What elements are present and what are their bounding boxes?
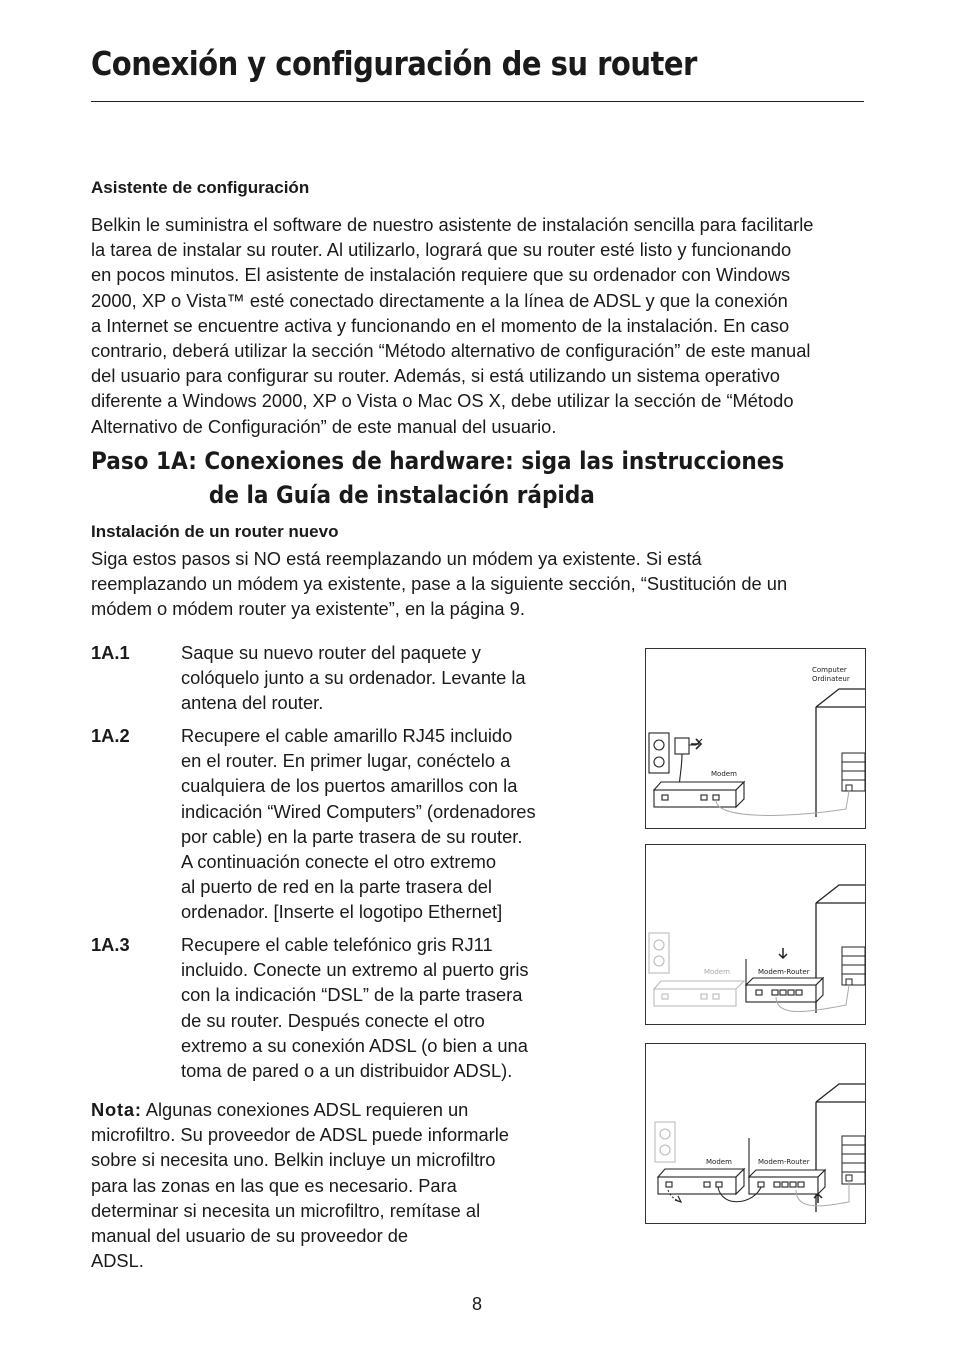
step-line: Recupere el cable telefónico gris RJ11 xyxy=(181,934,493,955)
note-line: manual del usuario de su proveedor de xyxy=(91,1225,409,1247)
step-text xyxy=(181,932,529,1083)
arrow-icon xyxy=(691,739,701,749)
step-line: incluido. Conecte un extremo al puerto gris xyxy=(181,959,529,981)
setup-line: 2000, XP o Vista™ esté conectado directamente a la línea de ADSL y que la conexión xyxy=(91,289,788,311)
setup-line: la tarea de instalar su router. Al utilizarlo, logrará que su router esté listo y funcionando xyxy=(91,239,792,261)
step-heading-line2: de la Guía de instalación rápida xyxy=(208,481,595,509)
computer-label-fr: Ordinateur xyxy=(812,675,850,683)
setup-line: a Internet se encuentre activa y funcionando en el momento de la instalación. En caso xyxy=(91,314,790,336)
step-line: por cable) en la parte trasera de su router. xyxy=(181,825,523,847)
step-number: 1A.2 xyxy=(91,725,130,746)
figure-2-drawing xyxy=(646,845,865,1024)
step-line: al puerto de red en la parte trasera del xyxy=(181,876,492,898)
note-line: microfiltro. Su proveedor de ADSL puede informarle xyxy=(91,1124,509,1146)
wall-outlet-icon xyxy=(649,933,669,973)
step-line: A continuación conecte el otro extremo xyxy=(181,851,497,873)
install-line: módem o módem router ya existente”, en la página 9. xyxy=(91,598,525,620)
router-label: Modem-Router xyxy=(758,968,810,976)
step-line: en el router. En primer lugar, conéctelo a xyxy=(181,750,511,772)
step-line: Saque su nuevo router del paquete y xyxy=(181,642,481,663)
note-line: sobre si necesita uno. Belkin incluye un microfiltro xyxy=(91,1149,496,1171)
note-label: Nota: xyxy=(91,1099,142,1120)
setup-line: del usuario para configurar su router. Además, si está utilizando un sistema operativo xyxy=(91,365,780,387)
router-device xyxy=(746,959,823,1002)
modem-label: Modem xyxy=(706,1158,732,1166)
router-label: Modem-Router xyxy=(758,1158,810,1166)
modem-device xyxy=(658,1169,744,1194)
setup-line: Alternativo de Configuración” de este manual del usuario. xyxy=(91,415,557,437)
install-line: reemplazando un módem ya existente, pase a la siguiente sección, “Sustitución de un xyxy=(91,573,788,595)
figure-dsl-connection xyxy=(645,1043,866,1224)
install-line: Siga estos pasos si NO está reemplazando un módem ya existente. Si está xyxy=(91,548,702,569)
arrow-icon xyxy=(814,1194,822,1203)
computer-label: Computer xyxy=(812,666,847,674)
modem-label: Modem xyxy=(704,968,730,976)
step-heading xyxy=(91,444,784,512)
step-line: de su router. Después conecte el otro xyxy=(181,1009,485,1031)
step-line: indicación “Wired Computers” (ordenadores xyxy=(181,800,536,822)
step-line: cualquiera de los puertos amarillos con la xyxy=(181,775,518,797)
step-text xyxy=(181,640,526,716)
step-line: extremo a su conexión ADSL (o bien a una xyxy=(181,1034,528,1056)
install-paragraph xyxy=(91,546,787,622)
modem-device xyxy=(654,782,744,807)
setup-line: diferente a Windows 2000, XP o Vista o Mac OS X, debe utilizar la sección de “Método xyxy=(91,390,794,412)
figure-modem-connection xyxy=(645,648,866,829)
step-number: 1A.1 xyxy=(91,642,130,663)
step-line: colóquelo junto a su ordenador. Levante la xyxy=(181,667,526,689)
note-line: ADSL. xyxy=(91,1250,144,1272)
page-number: 8 xyxy=(471,1294,482,1314)
step-line: con la indicación “DSL” de la parte trasera xyxy=(181,984,523,1006)
step-line: antena del router. xyxy=(181,692,324,714)
title-divider xyxy=(91,101,864,102)
step-line: toma de pared o a un distribuidor ADSL). xyxy=(181,1060,513,1082)
figure-3-drawing xyxy=(646,1044,865,1223)
note-line: para las zonas en las que es necesario. Para xyxy=(91,1174,457,1196)
step-text xyxy=(181,723,536,925)
arrow-icon xyxy=(779,948,787,958)
setup-line: Belkin le suministra el software de nuestro asistente de instalación sencilla para facilitarle xyxy=(91,214,814,235)
wall-outlet-icon xyxy=(655,1122,675,1162)
computer-ports xyxy=(842,947,865,985)
step-line: Recupere el cable amarillo RJ45 incluido xyxy=(181,725,513,746)
note-line: determinar si necesita un microfiltro, remítase al xyxy=(91,1199,481,1221)
step-number: 1A.3 xyxy=(91,934,130,955)
note-paragraph xyxy=(91,1097,509,1273)
note-first-line: Algunas conexiones ADSL requieren un xyxy=(141,1099,469,1120)
figure-router-connection xyxy=(645,844,866,1025)
step-heading-line1: Paso 1A: Conexiones de hardware: siga las instrucciones xyxy=(91,447,785,475)
page-title: Conexión y configuración de su router xyxy=(91,44,697,83)
figure-1-drawing xyxy=(646,649,865,828)
setup-paragraph xyxy=(91,212,813,439)
setup-line: contrario, deberá utilizar la sección “Método alternativo de configuración” de este manual xyxy=(91,340,811,362)
install-heading: Instalación de un router nuevo xyxy=(91,522,339,541)
setup-heading: Asistente de configuración xyxy=(91,178,310,197)
wall-outlet-icon xyxy=(649,733,669,773)
modem-label: Modem xyxy=(711,770,737,778)
modem-device xyxy=(654,981,744,1006)
computer-ports xyxy=(842,753,865,791)
router-device xyxy=(749,1138,825,1194)
setup-line: en pocos minutos. El asistente de instalación requiere que su ordenador con Windows xyxy=(91,264,791,286)
step-line: ordenador. [Inserte el logotipo Ethernet] xyxy=(181,901,503,923)
computer-ports xyxy=(842,1136,865,1184)
computer-tower-outline xyxy=(816,1084,865,1212)
